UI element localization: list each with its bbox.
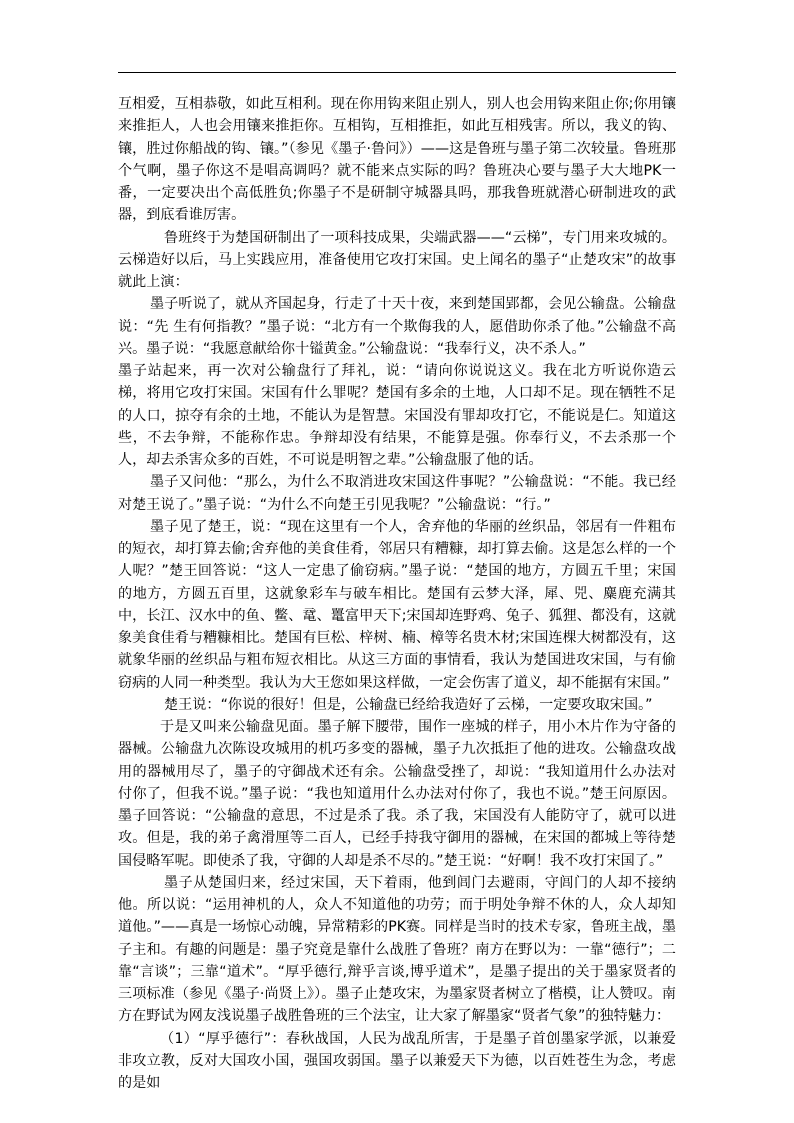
paragraph: 墨子听说了，就从齐国起身，行走了十天十夜，来到楚国郢都，会见公输盘。公输盘说：“先 生有何指教？”墨子说：“北方有一个欺侮我的人，愿借助你杀了他。”公输盘不高兴。墨子说：“我愿意献给你十镒黄金。”公输盘说：“我奉行义，决不杀人。” [118, 296, 676, 357]
paragraph: 墨子见了楚王，说：“现在这里有一个人，舍弃他的华丽的丝织品，邻居有一件粗布的短衣，却打算去偷;舍弃他的美食佳肴，邻居只有糟糠，却打算去偷。这是怎么样的一个人呢？”楚王回答说：“这人一定患了偷窃病。”墨子说：“楚国的地方，方圆五千里；宋国的地方，方圆五百里，这就象彩车与破车相比。楚国有云梦大泽，犀、兕、麋鹿充满其中，长江、汉水中的鱼、鳖、鼋、鼍富甲天下;宋国却连野鸡、兔子、狐狸、都没有，这就象美食佳肴与糟糠相比。楚国有巨松、梓树、楠、樟等名贵木材;宋国连棵大树都没有，这就象华丽的丝织品与粗布短衣相比。从这三方面的事情看，我认为楚国进攻宋国，与有偷窃病的人同一种类型。我认为大王您如果这样做，一定会伤害了道义，却不能据有宋国。” [118, 518, 676, 691]
document-body [118, 93, 676, 1094]
paragraph: 互相爱，互相恭敬，如此互相利。现在你用钩来阻止别人，别人也会用钩来阻止你;你用镶来推拒人，人也会用镶来推拒你。互相钩，互相推拒，如此互相残害。所以，我义的钩、镶，胜过你船战的钩、镶。”（参见《墨子·鲁问》）——这是鲁班与墨子第二次较量。鲁班那个气啊，墨子你这不是唱高调吗？就不能来点实际的吗？鲁班决心要与墨子大大地PK一番，一定要决出个高低胜负;你墨子不是研制守城器具吗，那我鲁班就潜心研制进攻的武器，到底看谁厉害。 [118, 96, 676, 224]
paragraph: 墨子站起来，再一次对公输盘行了拜礼，说：“请向你说说这义。我在北方听说你造云梯，将用它攻打宋国。宋国有什么罪呢？楚国有多余的土地，人口却不足。现在牺牲不足的人口，掠夺有余的土地，不能认为是智慧。宋国没有罪却攻打它，不能说是仁。知道这些，不去争辩，不能称作忠。争辩却没有结果，不能算是强。你奉行义，不去杀那一个人，却去杀害众多的百姓，不可说是明智之辈。”公输盘服了他的话。 [118, 363, 676, 468]
paragraph: （1）“厚乎德行”：春秋战国，人民为战乱所害，于是墨子首创墨家学派，以兼爱非攻立教，反对大国攻小国，强国攻弱国。墨子以兼爱天下为德，以百姓苍生为念，考虑的是如 [118, 1030, 676, 1091]
header-rule [118, 72, 676, 73]
paragraph: 鲁班终于为楚国研制出了一项科技成果，尖端武器——“云梯”，专门用来攻城的。云梯造好以后，马上实践应用，准备使用它攻打宋国。史上闻名的墨子“止楚攻宋”的故事就此上演： [118, 229, 676, 290]
paragraph: 墨子从楚国归来，经过宋国，天下着雨，他到闾门去避雨，守闾门的人却不接纳他。所以说：“运用神机的人，众人不知道他的功劳；而于明处争辩不休的人，众人却知道他。”——真是一场惊心动魄，异常精彩的PK赛。同样是当时的技术专家，鲁班主战，墨子主和。有趣的问题是：墨子究竟是靠什么战胜了鲁班？南方在野以为：一靠“德行”；二靠“言谈”；三靠“道术”。“厚乎德行,辩乎言谈,博乎道术”，是墨子提出的关于墨家贤者的三项标准（参见《墨子·尚贤上》）。墨子止楚攻宋，为墨家贤者树立了楷模，让人赞叹。南方在野试为网友浅说墨子战胜鲁班的三个法宝，让大家了解墨家“贤者气象”的独特魅力： [118, 874, 676, 1025]
paragraph: 墨子又问他：“那么，为什么不取消进攻宋国这件事呢？”公输盘说：“不能。我已经对楚王说了。”墨子说：“为什么不向楚王引见我呢？”公输盘说：“行。” [118, 474, 676, 513]
paragraph: 于是又叫来公输盘见面。墨子解下腰带，围作一座城的样子，用小木片作为守备的器械。公输盘九次陈设攻城用的机巧多变的器械，墨子九次抵拒了他的进攻。公输盘攻战用的器械用尽了，墨子的守御战术还有余。公输盘受挫了，却说：“我知道用什么办法对付你了，但我不说。”墨子说：“我也知道用什么办法对付你了，我也不说。”楚王问原因。墨子回答说：“公输盘的意思，不过是杀了我。杀了我，宋国没有人能防守了，就可以进攻。但是，我的弟子禽滑厘等二百人，已经手持我守御用的器械，在宋国的都城上等待楚国侵略军呢。即使杀了我，守御的人却是杀不尽的。”楚王说：“好啊！我不攻打宋国了。” [118, 719, 676, 869]
paragraph: 楚王说：“你说的很好！但是，公输盘已经给我造好了云梯，一定要攻取宋国。” [164, 696, 653, 713]
